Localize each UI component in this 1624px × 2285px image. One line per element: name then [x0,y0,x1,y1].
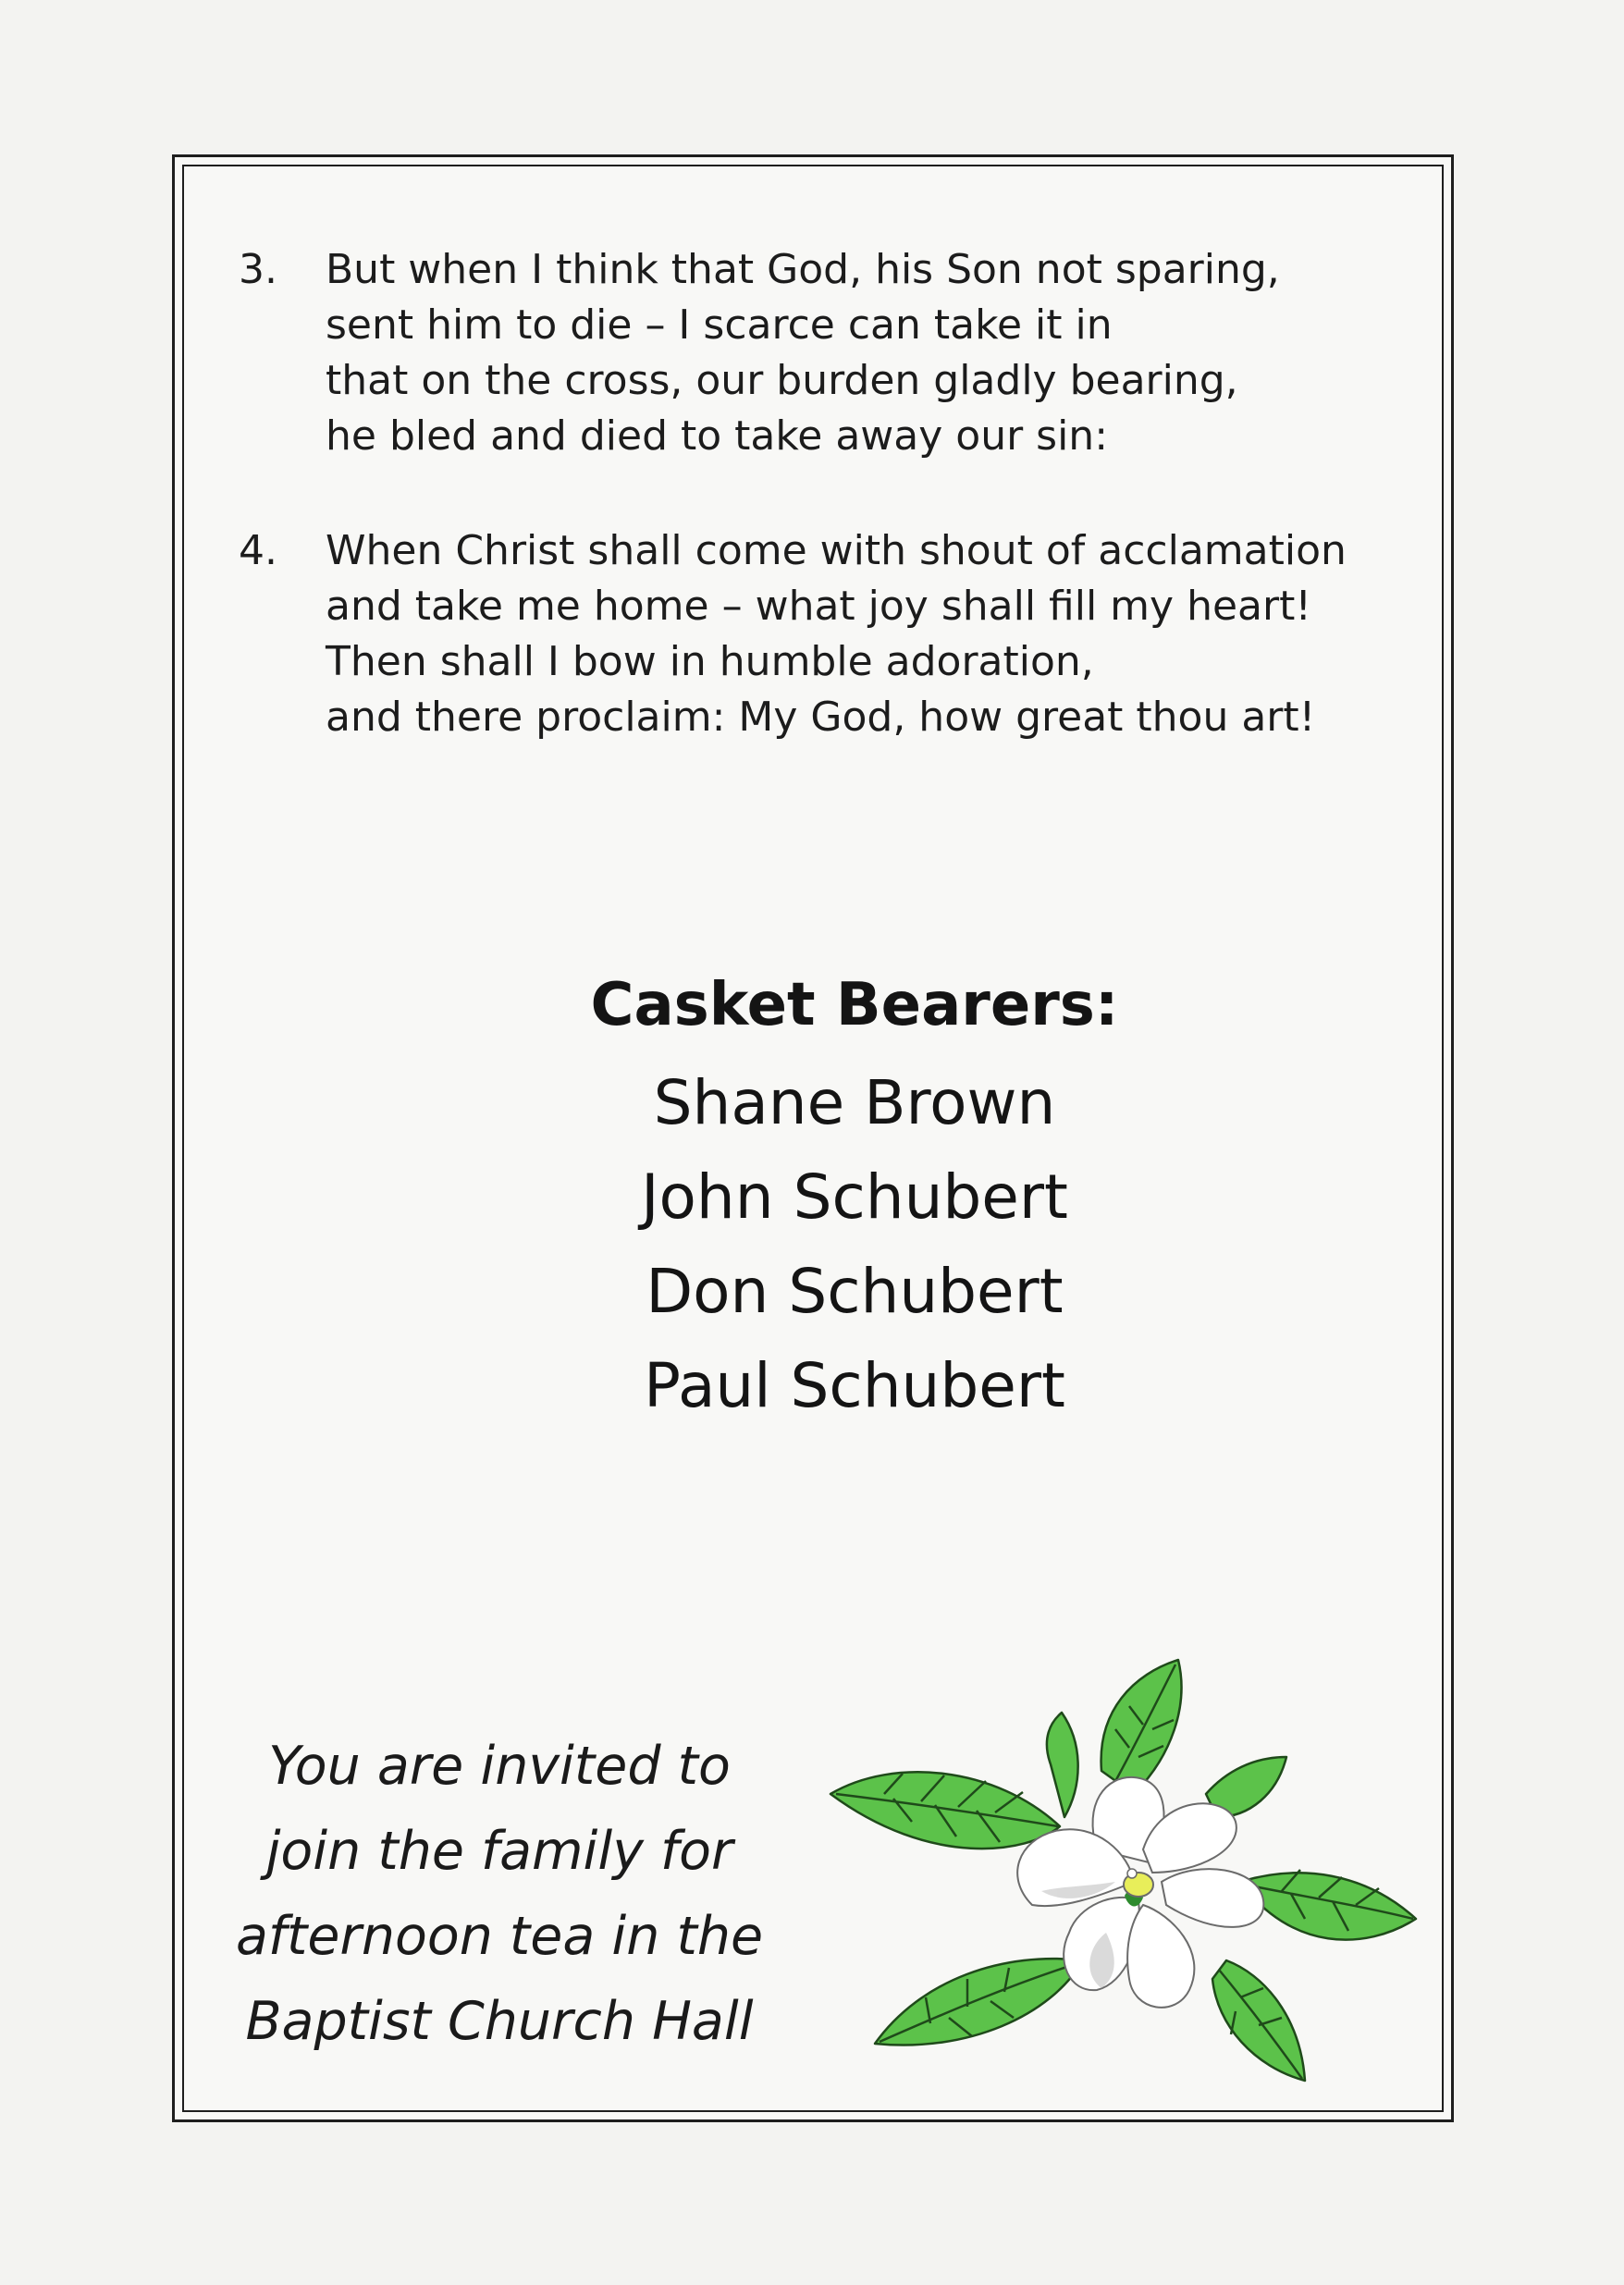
verse-lines [326,523,1347,745]
petal [1162,1869,1263,1927]
invitation-line: join the family for [265,1821,733,1882]
invitation-line: Baptist Church Hall [245,1991,754,2052]
verse-lines [326,242,1280,464]
petal [1127,1905,1194,2008]
verse-line: that on the cross, our burden gladly bearing, [326,357,1238,404]
verse-line: But when I think that God, his Son not sparing, [326,246,1280,293]
verse-line: When Christ shall come with shout of acclamation [326,527,1347,574]
bearer-name: Don Schubert [646,1256,1064,1327]
verse-line: and there proclaim: My God, how great thou art! [326,694,1316,741]
invitation-line: You are invited to [268,1736,731,1797]
verse-line: and take me home – what joy shall fill my heart! [326,583,1311,630]
verse-line: sent him to die – I scarce can take it in [326,301,1113,349]
magnolia-flower-icon [819,1655,1430,2099]
bearer-name: Paul Schubert [644,1350,1065,1421]
bearer-name: Shane Brown [653,1067,1056,1138]
leaf [830,1772,1060,1849]
bearer-name: John Schubert [641,1161,1068,1233]
leaf [1240,1873,1416,1939]
invitation-line: afternoon tea in the [235,1906,764,1967]
verse-line: he bled and died to take away our sin: [326,412,1109,460]
verse-line: Then shall I bow in humble adoration, [326,638,1094,685]
casket-bearers-heading: Casket Bearers: [590,971,1119,1039]
tea-invitation [185,1724,814,2064]
leaf [1101,1660,1182,1794]
verse-number: 4. [239,527,277,574]
verse-number: 3. [239,246,277,293]
leaf [1047,1713,1078,1817]
casket-bearers-section [485,967,1224,1433]
